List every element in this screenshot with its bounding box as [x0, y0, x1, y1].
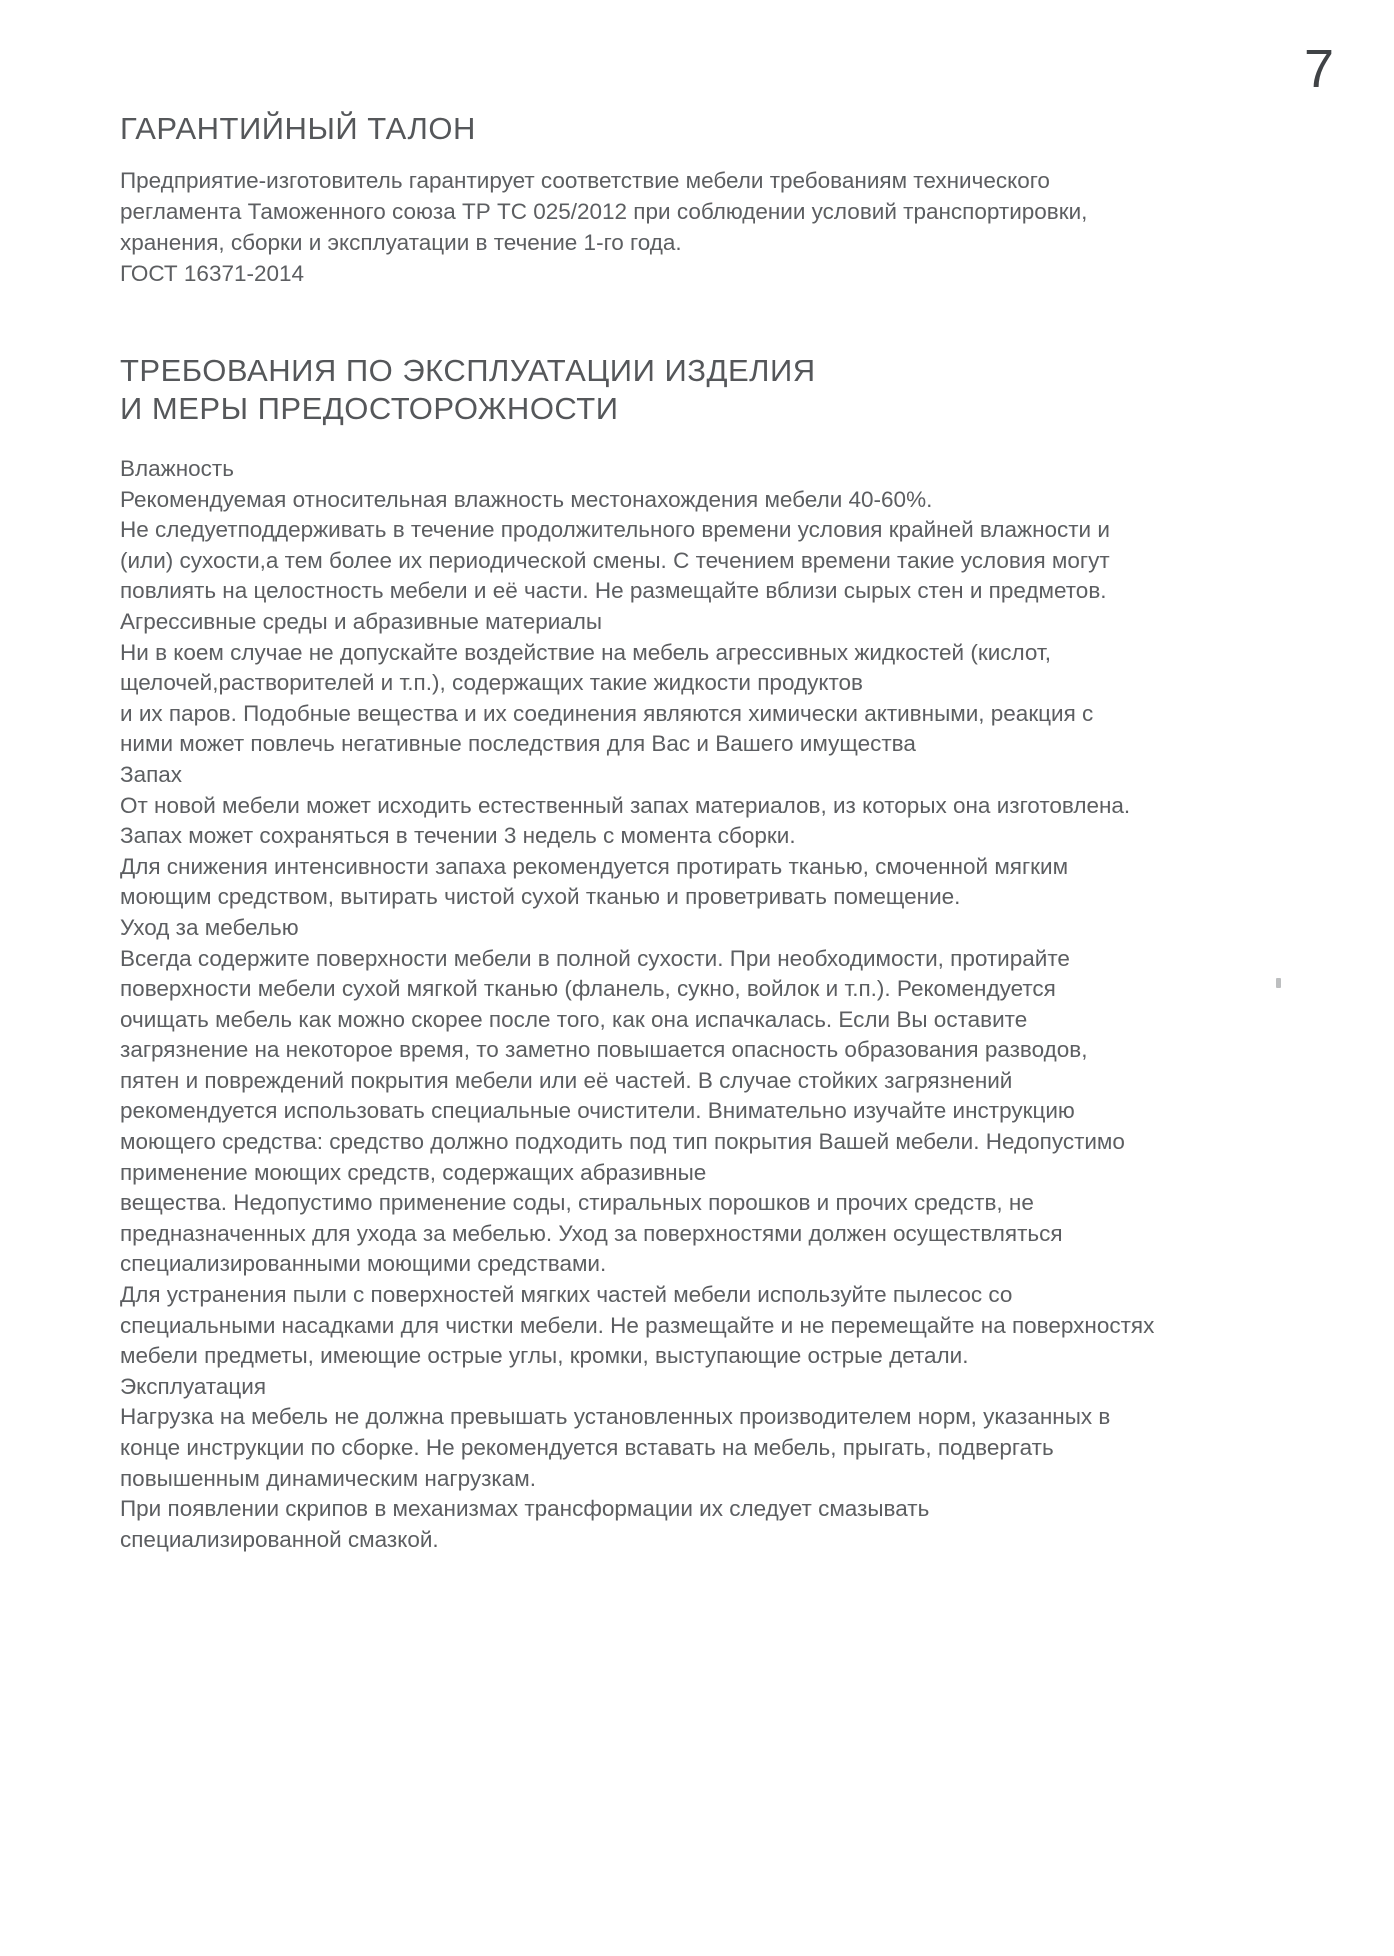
text-line: хранения, сборки и эксплуатации в течение 1-го года.: [120, 230, 682, 255]
text-line: щелочей,растворителей и т.п.), содержащих такие жидкости продуктов: [120, 670, 863, 696]
text-line: специализированной смазкой.: [120, 1526, 439, 1552]
text-line: применение моющих средств, содержащих абразивные: [120, 1159, 707, 1185]
text-line: Запах: [120, 761, 183, 787]
text-line: ГОСТ 16371-2014: [120, 261, 305, 286]
text-line: моющим средством, вытирать чистой сухой тканью и проветривать помещение.: [120, 884, 961, 910]
text-line: и их паров. Подобные вещества и их соединения являются химически активными, реакция с: [120, 700, 1094, 726]
text-line: Влажность: [120, 456, 234, 481]
page-number: 7: [1303, 39, 1334, 99]
text-line: Рекомендуемая относительная влажность местонахождения мебели 40-60%.: [120, 486, 933, 512]
text-line: специальными насадками для чистки мебели. Не размещайте и не перемещайте на поверхностях: [120, 1312, 1155, 1338]
text-line: Ни в коем случае не допускайте воздействие на мебель агрессивных жидкостей (кислот,: [120, 639, 1051, 665]
text-line: ними может повлечь негативные последствия для Вас и Вашего имущества: [120, 731, 916, 757]
text-line: Нагрузка на мебель не должна превышать установленных производителем норм, указанных в: [120, 1404, 1111, 1430]
text-line: пятен и повреждений покрытия мебели или её частей. В случае стойких загрязнений: [120, 1067, 1013, 1093]
text-line: моющего средства: средство должно подходить под тип покрытия Вашей мебели. Недопустимо: [120, 1129, 1125, 1155]
text-line: рекомендуется использовать специальные очистители. Внимательно изучайте инструкцию: [120, 1098, 1075, 1124]
text-line: Запах может сохраняться в течении 3 недель с момента сборки.: [120, 823, 796, 849]
text-line: очищать мебель как можно скорее после того, как она испачкалась. Если Вы оставите: [120, 1006, 1028, 1032]
requirements-title-line2: И МЕРЫ ПРЕДОСТОРОЖНОСТИ: [120, 390, 619, 426]
warranty-text: [120, 165, 1350, 289]
text-line: Агрессивные среды и абразивные материалы: [120, 608, 603, 634]
text-line: поверхности мебели сухой мягкой тканью (фланель, сукно, войлок и т.п.). Рекомендуется: [120, 976, 1056, 1002]
scan-artifact: [1276, 978, 1281, 988]
text-line: От новой мебели может исходить естественный запах материалов, из которых она изготовлена.: [120, 792, 1131, 818]
text-line: предназначенных для ухода за мебелью. Уход за поверхностями должен осуществляться: [120, 1220, 1063, 1246]
text-line: Эксплуатация: [120, 1373, 267, 1399]
warranty-title: ГАРАНТИЙНЫЙ ТАЛОН: [120, 111, 476, 146]
text-line: (или) сухости,а тем более их периодической смены. С течением времени такие условия могут: [120, 547, 1110, 573]
text-line: вещества. Недопустимо применение соды, стиральных порошков и прочих средств, не: [120, 1190, 1034, 1216]
requirements-text: [120, 454, 1380, 1555]
text-line: Предприятие-изготовитель гарантирует соответствие мебели требованиям технического: [120, 168, 1050, 193]
text-line: При появлении скрипов в механизмах трансформации их следует смазывать: [120, 1496, 930, 1522]
text-line: Не следуетподдерживать в течение продолжительного времени условия крайней влажности и: [120, 517, 1110, 543]
text-line: регламента Таможенного союза ТР ТС 025/2012 при соблюдении условий транспортировки,: [120, 199, 1088, 224]
text-line: повышенным динамическим нагрузкам.: [120, 1465, 536, 1491]
requirements-title: [120, 352, 816, 427]
text-line: Для снижения интенсивности запаха рекомендуется протирать тканью, смоченной мягким: [120, 853, 1069, 879]
text-line: Для устранения пыли с поверхностей мягких частей мебели используйте пылесос со: [120, 1282, 1013, 1308]
text-line: конце инструкции по сборке. Не рекомендуется вставать на мебель, прыгать, подвергать: [120, 1435, 1054, 1460]
requirements-title-line1: ТРЕБОВАНИЯ ПО ЭКСПЛУАТАЦИИ ИЗДЕЛИЯ: [120, 353, 816, 388]
text-line: специализированными моющими средствами.: [120, 1251, 607, 1277]
text-line: загрязнение на некоторое время, то заметно повышается опасность образования разводов,: [120, 1037, 1088, 1063]
text-line: мебели предметы, имеющие острые углы, кромки, выступающие острые детали.: [120, 1343, 969, 1369]
text-line: повлиять на целостность мебели и её части. Не размещайте вблизи сырых стен и предметов.: [120, 578, 1107, 604]
text-line: Всегда содержите поверхности мебели в полной сухости. При необходимости, протирайте: [120, 945, 1070, 971]
text-line: Уход за мебелью: [120, 914, 299, 940]
